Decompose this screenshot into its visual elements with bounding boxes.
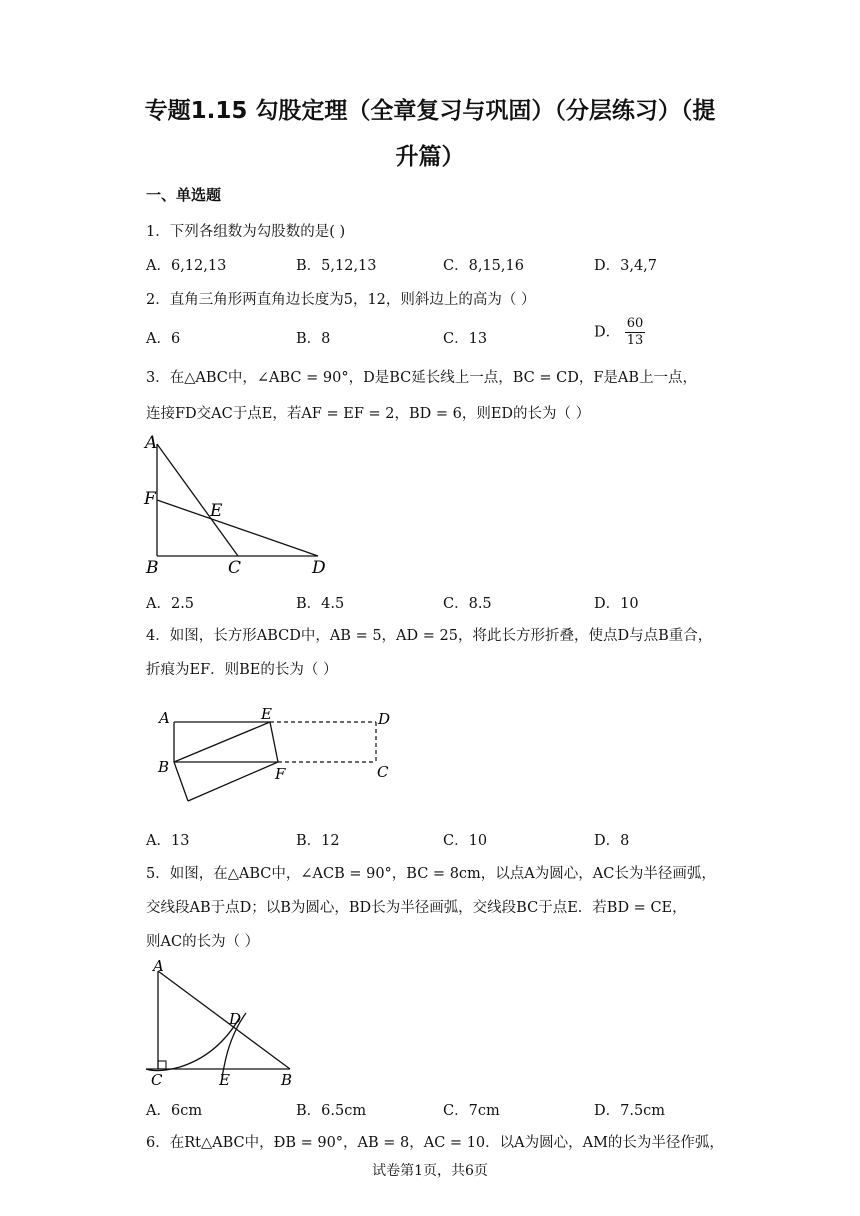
q2-option-d-prefix: D． [594, 324, 621, 341]
q1-option-c: C．8,15,16 [443, 258, 524, 274]
q5-label-d: D [229, 1010, 242, 1028]
q5-option-b: B．6.5cm [296, 1103, 367, 1119]
q2-option-b: B．8 [296, 331, 331, 347]
q4-option-d: D．8 [594, 833, 630, 849]
question-4-line2: 折痕为EF．则BE的长为（ ） [146, 662, 338, 678]
q3-segment-fd [157, 500, 318, 556]
q4-figure [150, 700, 410, 810]
q4-label-c: C [377, 763, 389, 781]
q5-segment-ab [158, 971, 290, 1069]
q4-segment-ef [270, 722, 278, 762]
q3-label-c: C [228, 558, 242, 578]
q5-label-a: A [153, 957, 164, 975]
q5-option-c: C．7cm [443, 1103, 500, 1119]
q3-figure [140, 430, 340, 580]
q3-label-f: F [144, 489, 156, 509]
question-2-text: 2．直角三角形两直角边长度为5，12，则斜边上的高为（ ） [146, 292, 536, 308]
q5-label-e: E [219, 1071, 230, 1089]
q4-label-b: B [158, 758, 170, 776]
q1-option-b: B．5,12,13 [296, 258, 377, 274]
q5-option-d: D．7.5cm [594, 1103, 666, 1119]
q3-label-b: B [146, 558, 159, 578]
q1-option-d: D．3,4,7 [594, 258, 658, 274]
q3-label-a: A [145, 433, 158, 453]
q4-label-a: A [159, 709, 170, 727]
q5-option-a: A．6cm [146, 1103, 203, 1119]
q5-figure [140, 955, 310, 1090]
q2-option-c: C．13 [443, 331, 488, 347]
page-footer: 试卷第1页，共6页 [372, 1163, 488, 1179]
q4-option-b: B．12 [296, 833, 340, 849]
q2-option-d-fraction [625, 316, 646, 349]
question-6-line1: 6．在Rt△ABC中，ÐB = 90°，AB = 8，AC = 10．以A为圆心，AM的长为半径作弧， [146, 1135, 724, 1151]
page-title-line1: 专题1.15 勾股定理（全章复习与巩固）（分层练习）（提 [144, 98, 716, 124]
q4-option-c: C．10 [443, 833, 488, 849]
q3-option-d: D．10 [594, 596, 639, 612]
question-4-line1: 4．如图，长方形ABCD中，AB = 5，AD = 25，将此长方形折叠，使点D与点B重合， [146, 628, 713, 644]
question-1-text: 1．下列各组数为勾股数的是( ) [146, 224, 346, 240]
question-5-line3: 则AC的长为（ ） [146, 934, 260, 950]
question-5-line1: 5．如图，在△ABC中，∠ACB = 90°，BC = 8cm，以点A为圆心，AC长为半径画弧， [146, 866, 716, 882]
question-5-line2: 交线段AB于点D；以B为圆心，BD长为半径画弧，交线段BC于点E．若BD = CE， [146, 900, 687, 916]
q3-segment-ac [157, 444, 238, 556]
question-3-line1: 3．在△ABC中，∠ABC = 90°，D是BC延长线上一点，BC = CD，F是AB上一点， [146, 370, 698, 386]
q5-label-b: B [281, 1071, 293, 1089]
q4-option-a: A．13 [146, 833, 190, 849]
q3-option-a: A．2.5 [146, 596, 195, 612]
q4-label-e: E [261, 705, 272, 723]
q5-right-angle-mark [158, 1061, 166, 1069]
q5-arc-centered-a [146, 1017, 240, 1071]
fraction-numerator: 60 [626, 316, 644, 331]
q3-label-e: E [210, 501, 223, 521]
q3-option-c: C．8.5 [443, 596, 492, 612]
q2-option-a: A．6 [146, 331, 181, 347]
q5-label-c: C [151, 1071, 163, 1089]
q3-option-b: B．4.5 [296, 596, 345, 612]
q4-folded-edge-1 [174, 762, 188, 801]
q4-label-d: D [378, 710, 391, 728]
q1-option-a: A．6,12,13 [146, 258, 227, 274]
q4-segment-be [174, 722, 270, 762]
question-3-line2: 连接FD交AC于点E，若AF = EF = 2，BD = 6，则ED的长为（ ） [146, 406, 591, 422]
q3-label-d: D [312, 558, 326, 578]
page-title-line2: 升篇） [395, 144, 465, 170]
q2-option-d [594, 316, 645, 349]
q4-folded-edge-2 [188, 762, 278, 801]
q4-label-f: F [275, 765, 286, 783]
section-heading: 一、单选题 [146, 186, 222, 204]
fraction-denominator: 13 [626, 333, 644, 348]
